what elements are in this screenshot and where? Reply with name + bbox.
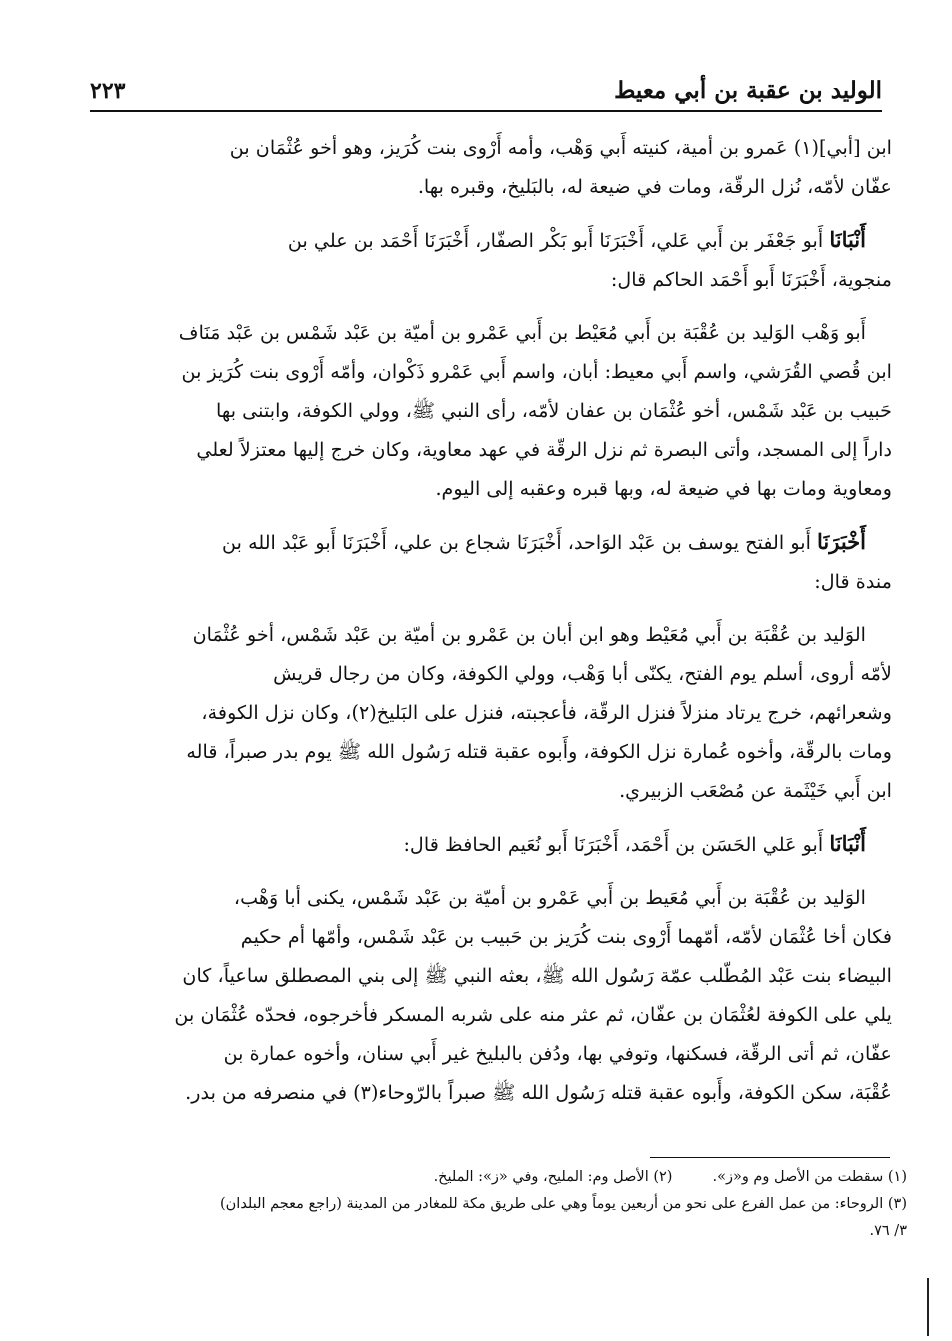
running-title: الوليد بن عقبة بن أبي معيط: [614, 77, 882, 104]
main-text: [90, 128, 892, 1126]
paragraph-4-text: أَبو الفتح يوسف بن عَبْد الوَاحد، أَخْبَرَنَا شجاع بن علي، أَخْبَرَنَا أَبو عَبْد الله بن مندة قال:: [222, 531, 892, 593]
paragraph-6: [90, 824, 892, 864]
page-number: ٢٢٣: [90, 78, 126, 104]
footnote-1: (١) سقطت من الأصل وم و«ز».: [712, 1169, 907, 1185]
paragraph-3: أَبو وَهْب الوَليد بن عُقْبَة بن أَبي مُعَيْط بن أَبي عَمْرو بن أميّة بن عَبْد شَمْس بن عَبْد مَنَاف ابن قُصي القُرَشي، واسم أَبي معيط: أبان، واسم أَبي عَمْرو ذَكْوان، وأمّه أَرْوى بنت كُرَيز بن حَبيب بن عَبْد شَمْس، أخو عُثْمَان بن عفان لأمّه، رأى النبي ﷺ، وولي الكوفة، وابتنى بها داراً إلى المسجد، وأتى البصرة ثم نزل الرقّة في عهد معاوية، وكان خرج إليها معتزلاً لعلي ومعاوية ومات بها في ضيعة له، وبها قبره وعقبه إلى اليوم.: [178, 321, 892, 500]
footnote-3: (٣) الروحاء: من عمل الفرع على نحو من أربعين يوماً وهي على طريق مكة للمغادر من المدينة (راجع معجم البلدان): [219, 1196, 907, 1212]
footnote-2: (٢) الأصل وم: المليح، وفي «ز»: المليخ.: [433, 1169, 673, 1185]
scan-margin-mark: [927, 1278, 929, 1336]
isnad-keyword: أَنْبَانَا: [829, 227, 866, 252]
paragraph-7: الوَليد بن عُقْبَة بن أَبي مُعَيط بن أَبي عَمْرو بن أميّة بن عَبْد شَمْس، يكنى أبا وَهْب، فكان أخا عُثْمَان لأمّه، أمّهما أَرْوى بنت كُرَيز بن حَبيب بن عَبْد شَمْس، وأمّها أم حكيم البيضاء بنت عَبْد المُطّلب عمّة رَسُول الله ﷺ، بعثه النبي ﷺ إلى بني المصطلق ساعياً، كان يلي على الكوفة لعُثْمَان بن عفّان، ثم عثر منه على شربه المسكر فأخرجوه، فحدّه عُثْمَان بن عفّان، ثم أتى الرقّة، فسكنها، وتوفي بها، ودُفن بالبليخ غير أَبي سنان، وأخوه عمارة بن عُقْبَة، سكن الكوفة، وأَبوه عقبة قتله رَسُول الله ﷺ صبراً بالرّوحاء(٣) في منصرفه من بدر.: [174, 886, 892, 1104]
isnad-keyword: أَنْبَانَا: [829, 831, 866, 856]
paragraph-2: [90, 220, 892, 299]
paragraph-5: الوَليد بن عُقْبَة بن أَبي مُعَيْط وهو ابن أبان بن عَمْرو بن أميّة بن عَبْد شَمْس، أخو عُثْمَان لأمّه أروى، أسلم يوم الفتح، يكنّى أبا وَهْب، وولي الكوفة، وكان من رجال قريش وشعرائهم، خرج يرتاد منزلاً فنزل الرقّة، فأعجبته، فنزل على البَليخ(٢)، وكان نزل الكوفة، ومات بالرقّة، وأخوه عُمارة نزل الكوفة، وأَبوه عقبة قتله رَسُول الله ﷺ يوم بدر صبراً، قاله ابن أَبي خَيْثَمة عن مُصْعَب الزبيري.: [186, 623, 892, 802]
paragraph-2-text: أَبو جَعْفَر بن أَبي عَلي، أَخْبَرَنَا أَبو بَكْر الصفّار، أَخْبَرَنَا أَحْمَد بن علي بن منجوية، أَخْبَرَنَا أَبو أَحْمَد الحاكم قال:: [287, 229, 892, 291]
paragraph-6-text: أَبو عَلي الحَسَن بن أَحْمَد، أَخْبَرَنَا أَبو نُعَيم الحافظ قال:: [403, 833, 830, 856]
page-header: [90, 66, 882, 112]
isnad-keyword: أَخْبَرَنَا: [817, 529, 866, 554]
footnotes: [95, 1164, 907, 1245]
paragraph-1: ابن [أبي](١) عَمرو بن أمية، كنيته أَبي وَهْب، وأمه أَرْوى بنت كُرَيز، وهو أخو عُثْمَان بن عفّان لأمّه، نُزل الرقّة، ومات في ضيعة له، بالبَليخ، وقبره بها.: [229, 136, 892, 198]
footnote-3-continuation: ٣/ ٧٦.: [869, 1223, 907, 1239]
footnote-divider: [650, 1157, 890, 1158]
paragraph-4: [90, 522, 892, 601]
footnote-row: [95, 1164, 907, 1191]
